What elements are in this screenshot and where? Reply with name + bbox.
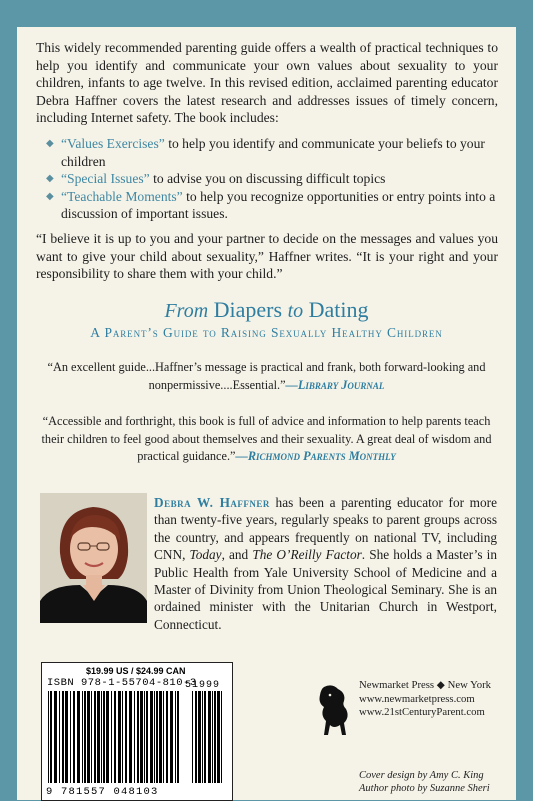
book-title — [17, 297, 516, 323]
book-subtitle: A Parent’s Guide to Raising Sexually Healthy Children — [90, 325, 443, 340]
author-bio — [154, 494, 497, 633]
publisher-name: Newmarket Press — [359, 679, 435, 691]
list-item — [46, 188, 506, 223]
publisher-city: New York — [447, 679, 492, 691]
list-item — [46, 135, 506, 170]
intro-paragraph: This widely recommended parenting guide offers a wealth of practical techniques to help you identify and communicate your own values about sexuality to your children, infants to age twelve. In this revised edition, acclaimed parenting educator Debra Haffner covers the latest research and addresses issues of timely concern, including Internet safety. The book includes: — [36, 40, 498, 125]
review-text: “An excellent guide...Haffner’s message is practical and frank, both forward-looking and nonpermissive....Essential.” — [47, 360, 486, 392]
publisher-info — [359, 679, 491, 720]
author-name: Debra W. Haffner — [154, 495, 270, 510]
photo-credit: Author photo by Suzanne Sheri — [359, 782, 490, 794]
feature-list — [46, 135, 506, 223]
feature-text: to help you identify and communicate your beliefs to your children — [61, 136, 485, 169]
feature-text: to help you recognize opportunities or entry points into a discussion of important issues. — [61, 188, 496, 221]
author-portrait-icon — [40, 493, 147, 623]
feature-highlight: “Teachable Moments” — [61, 188, 183, 204]
title-dating: Dating — [308, 297, 369, 322]
parent-site-url[interactable]: www.21stCenturyParent.com — [359, 706, 485, 718]
isbn-barcode — [41, 662, 233, 801]
credits — [359, 770, 490, 795]
bio-text: . She holds a Master’s in Public Health from Yale University School of Medicine and a Master of Divinity from Union Theological Seminary. She is an ordained minister with the Unitarian Church in Westport, Connecticut. — [154, 547, 497, 632]
horse-logo-icon — [316, 683, 352, 739]
price-barcode-bars — [192, 691, 228, 785]
review-text: “Accessible and forthright, this book is full of advice and information to help parents teach their children to feel good about themselves and their sexuality. A great deal of wisdom and practical guidance.” — [41, 414, 492, 463]
feature-highlight: “Values Exercises” — [61, 136, 165, 151]
bio-text: , and — [221, 547, 253, 563]
content-panel — [17, 27, 516, 800]
title-diapers: Diapers — [213, 297, 283, 322]
publisher-line — [359, 679, 491, 693]
diamond-bullet-icon: ◆ — [436, 679, 445, 691]
isbn-number: ISBN 978-1-55704-810-3 — [47, 677, 197, 689]
feature-text: to advise you on discussing difficult topics — [149, 171, 386, 186]
review-source: —Library Journal — [285, 377, 385, 392]
bio-text: has been a parenting educator for more than twenty-five years, regularly speaks to parent groups across the country, and appears frequently on national TV, including CNN, — [154, 495, 497, 563]
barcode-bars — [48, 691, 184, 785]
feature-highlight: “Special Issues” — [61, 171, 150, 186]
review-richmond-parents — [37, 413, 496, 466]
price-label: $19.99 US / $24.99 CAN — [86, 666, 186, 676]
review-library-journal — [37, 359, 496, 394]
ean-number: 9 781557 048103 — [46, 786, 159, 798]
bio-show-today: Today — [189, 547, 222, 563]
price-code: 51999 — [185, 680, 221, 691]
publisher-url[interactable]: www.newmarketpress.com — [359, 692, 475, 705]
list-item — [46, 170, 506, 188]
author-quote: “I believe it is up to you and your partner to decide on the messages and values you want to give your child about sexuality,” Haffner writes. “It is your right and your responsibility to share them with your child.” — [36, 231, 498, 281]
cover-design-credit: Cover design by Amy C. King — [359, 770, 484, 781]
title-to: to — [287, 300, 304, 322]
review-source: —Richmond Parents Monthly — [235, 449, 396, 463]
title-from: From — [164, 300, 209, 322]
bio-show-oreilly: The O’Reilly Factor — [252, 547, 362, 563]
author-photo — [40, 493, 147, 623]
